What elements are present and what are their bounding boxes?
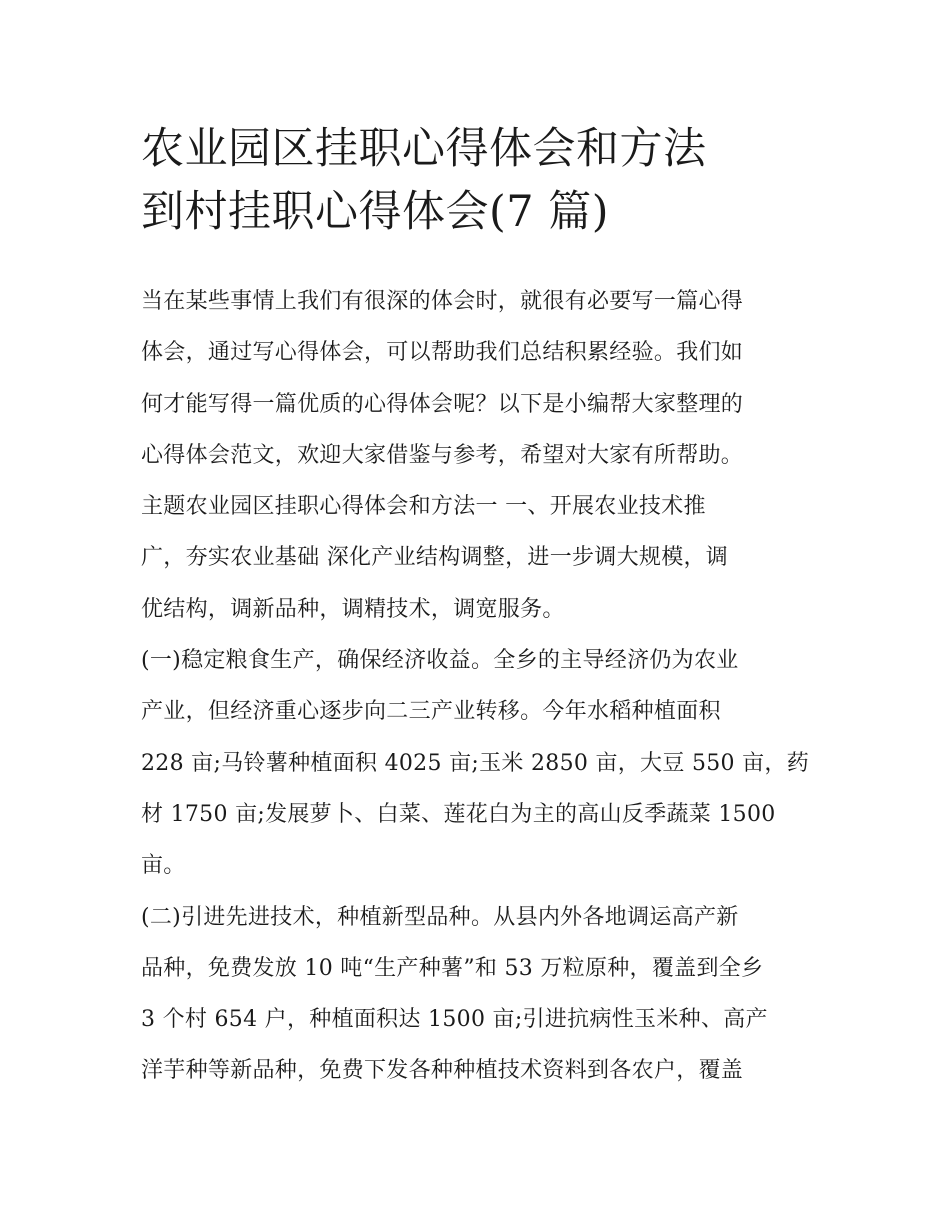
body-line: 体会，通过写心得体会，可以帮助我们总结积累经验。我们如 (141, 340, 744, 366)
body-line: 产业，但经济重心逐步向二三产业转移。今年水稻种植面积 (141, 699, 721, 725)
body-line: 洋芋种等新品种，免费下发各种种植技术资料到各农户，覆盖 (141, 1058, 744, 1084)
body-line: 当在某些事情上我们有很深的体会时，就很有必要写一篇心得 (141, 289, 744, 314)
body-line: (二)引进先进技术，种植新型品种。从县内外各地调运高产新 (141, 904, 739, 930)
body-line: 何才能写得一篇优质的心得体会呢？以下是小编帮大家整理的 (141, 391, 744, 417)
body-line: 广，夯实农业基础 深化产业结构调整，进一步调大规模，调 (141, 545, 729, 571)
document-page (141, 118, 813, 1097)
body-line: 3 个村 654 户，种植面积达 1500 亩;引进抗病性玉米种、高产 (141, 1007, 768, 1033)
body-line: 品种，免费发放 10 吨“生产种薯”和 53 万粒原种，覆盖到全乡 (141, 955, 764, 981)
document-body (141, 276, 813, 1097)
document-title (141, 118, 813, 244)
body-line: 主题农业园区挂职心得体会和方法一 一、开展农业技术推 (141, 494, 706, 520)
body-line: 材 1750 亩;发展萝卜、白菜、莲花白为主的高山反季蔬菜 1500 (141, 801, 776, 827)
title-line-1: 农业园区挂职心得体会和方法 (141, 124, 707, 174)
body-line: 优结构，调新品种，调精技术，调宽服务。 (141, 596, 565, 622)
body-line: 228 亩;马铃薯种植面积 4025 亩;玉米 2850 亩，大豆 550 亩，药 (141, 750, 810, 776)
title-line-2: 到村挂职心得体会(7 篇) (141, 187, 610, 237)
body-line: 亩。 (141, 853, 186, 879)
body-line: (一)稳定粮食生产，确保经济收益。全乡的主导经济仍为农业 (141, 648, 739, 674)
body-line: 心得体会范文，欢迎大家借鉴与参考，希望对大家有所帮助。 (141, 442, 744, 468)
